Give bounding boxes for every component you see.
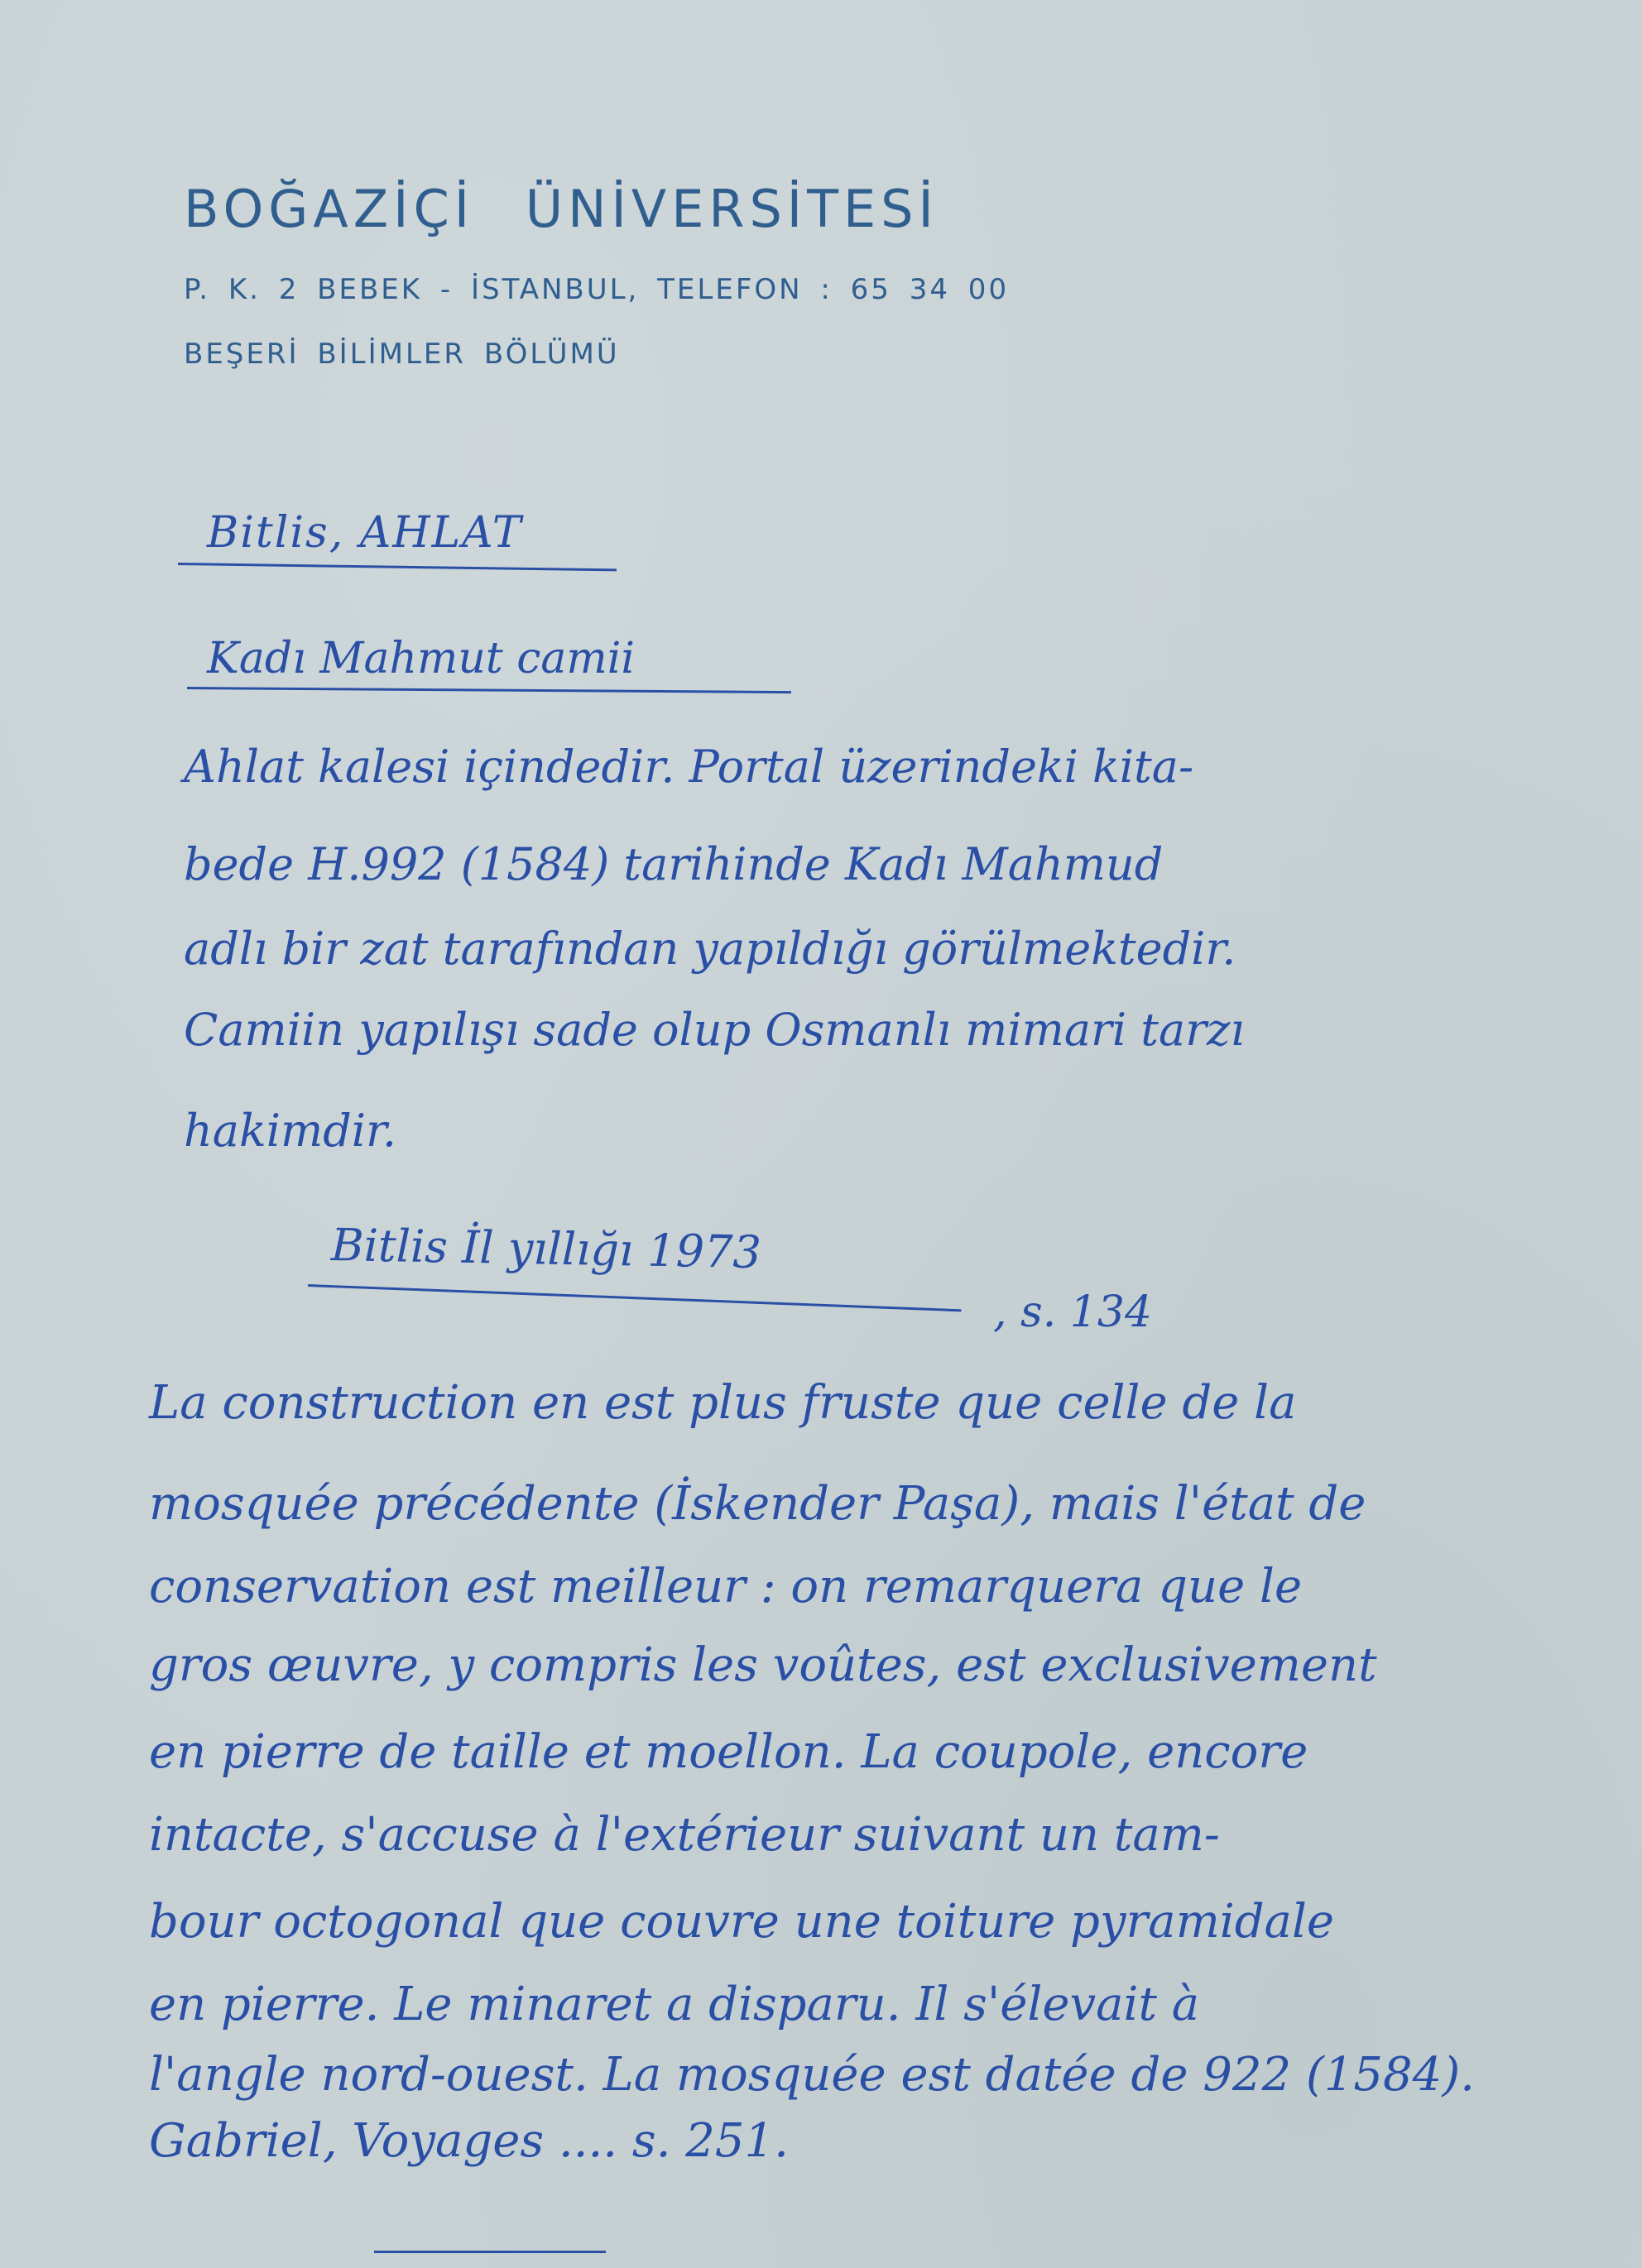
french-line: La construction en est plus fruste que celle de la [149, 1376, 1297, 1430]
university-name: BOĞAZİÇİ ÜNİVERSİTESİ [184, 179, 939, 239]
turkish-line: Camiin yapılışı sade olup Osmanlı mimari tarzı [184, 1004, 1245, 1056]
letterhead-department: BEŞERİ BİLİMLER BÖLÜMÜ [184, 338, 620, 371]
heading-underline [178, 563, 617, 571]
handwritten-heading: Bitlis, AHLAT [207, 508, 523, 558]
handwritten-subheading: Kadı Mahmut camii [207, 634, 635, 683]
french-line: intacte, s'accuse à l'extérieur suivant un tam- [149, 1808, 1220, 1862]
source-underline [308, 1284, 962, 1311]
voyages-underline [374, 2251, 606, 2253]
french-line: en pierre de taille et moellon. La coupole, encore [149, 1725, 1308, 1779]
french-line: Gabriel, Voyages .... s. 251. [149, 2114, 789, 2168]
turkish-line: bede H.992 (1584) tarihinde Kadı Mahmud [184, 838, 1164, 890]
letterhead-address: P. K. 2 BEBEK - İSTANBUL, TELEFON : 65 34 00 [184, 273, 1010, 306]
french-line: en pierre. Le minaret a disparu. Il s'élevait à [149, 1978, 1200, 2031]
turkish-line: adlı bir zat tarafından yapıldığı görülmektedir. [184, 923, 1236, 975]
turkish-line: hakimdir. [184, 1105, 397, 1157]
source-reference: Bitlis İl yıllığı 1973 [330, 1219, 762, 1279]
french-line: conservation est meilleur : on remarquera que le [149, 1560, 1303, 1613]
subheading-underline [187, 687, 791, 693]
french-line: l'angle nord-ouest. La mosquée est datée de 922 (1584). [149, 2048, 1475, 2102]
french-line: mosquée précédente (İskender Paşa), mais l'état de [149, 1477, 1366, 1531]
turkish-line: Ahlat kalesi içindedir. Portal üzerindeki kita- [184, 741, 1194, 793]
french-line: bour octogonal que couvre une toiture pyramidale [149, 1895, 1334, 1949]
letterhead [184, 179, 1010, 371]
french-line: gros œuvre, y compris les voûtes, est exclusivement [149, 1638, 1377, 1692]
source-page-number: , s. 134 [993, 1287, 1153, 1337]
